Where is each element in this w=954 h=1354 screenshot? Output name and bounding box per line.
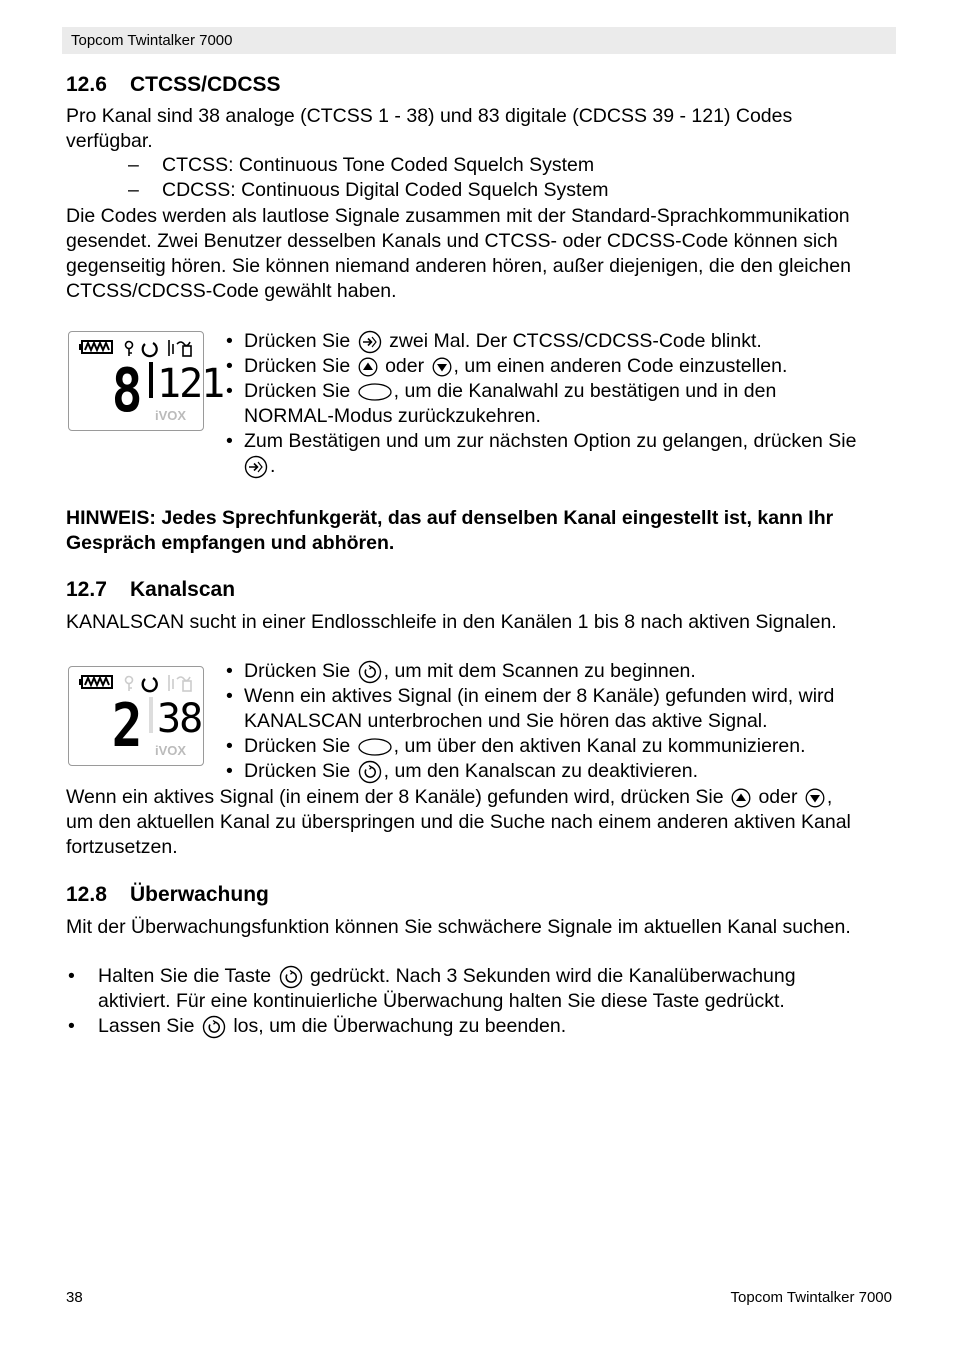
text: Drücken Sie	[244, 660, 351, 683]
section-number: 12.7	[66, 578, 107, 601]
section-heading-ueberwachung	[66, 883, 269, 907]
text: Drücken Sie	[244, 380, 351, 402]
bullet: •	[226, 685, 233, 707]
paragraph-line: gesendet. Zwei Benutzer desselben Kanals und CTCSS- oder CDCSS-Code können sich	[66, 230, 838, 252]
monitor-button-icon	[279, 965, 303, 989]
instruction-ptt-confirm	[244, 380, 776, 403]
bullet: •	[226, 380, 233, 402]
section-heading-ctcss	[66, 73, 281, 97]
text: zwei Mal. Der CTCSS/CDCSS-Code blinkt.	[389, 330, 762, 353]
text: Lassen Sie	[98, 1015, 195, 1038]
section-title: CTCSS/CDCSS	[130, 73, 281, 96]
paragraph-line: fortzusetzen.	[66, 836, 178, 858]
text: oder	[385, 355, 425, 377]
text: Wenn ein aktives Signal (in einem der 8 Kanäle) gefunden wird, drücken Sie	[66, 786, 724, 808]
text: Drücken Sie	[244, 760, 351, 783]
paragraph-line: Die Codes werden als lautlose Signale zusammen mit der Standard-Sprachkommunikation	[66, 205, 850, 227]
page-number: 38	[66, 1289, 83, 1306]
instruction-next-option: Zum Bestätigen und um zur nächsten Option zu gelangen, drücken Sie	[244, 430, 857, 452]
menu-button-icon	[358, 330, 382, 354]
instruction-up-down	[244, 355, 787, 378]
instruction-monitor-hold	[98, 965, 796, 989]
paragraph-line: verfügbar.	[66, 130, 153, 152]
bullet: •	[226, 660, 233, 682]
up-button-icon	[731, 788, 751, 808]
text: , um über den aktiven Kanal zu kommunizieren.	[393, 735, 806, 757]
section-title: Kanalscan	[130, 578, 236, 601]
scan-button-icon	[358, 660, 382, 684]
paragraph-line: Mit der Überwachungsfunktion können Sie schwächere Signale im aktuellen Kanal suchen.	[66, 916, 851, 938]
text: , um mit dem Scannen zu beginnen.	[383, 660, 696, 683]
bullet: •	[226, 430, 233, 452]
text: , um den Kanalscan zu deaktivieren.	[383, 760, 698, 783]
footer-product: Topcom Twintalker 7000	[730, 1289, 892, 1306]
monitor-button-icon	[202, 1015, 226, 1039]
bullet: •	[226, 760, 233, 782]
text: , um einen anderen Code einzustellen.	[453, 355, 788, 377]
up-button-icon	[358, 357, 378, 377]
lcd-channel-digit: 2	[111, 691, 143, 761]
lcd-display-ctcss	[68, 331, 224, 431]
text: oder	[758, 786, 798, 808]
paragraph-line	[66, 785, 832, 810]
text: gedrückt. Nach 3 Sekunden wird die Kanalüberwachung	[309, 965, 796, 988]
section-heading-kanalscan	[66, 578, 235, 602]
header-title: Topcom Twintalker 7000	[71, 32, 233, 49]
text: los, um die Überwachung zu beenden.	[233, 1015, 567, 1038]
ptt-button-icon	[358, 738, 392, 756]
lcd-vox-label: iVOX	[155, 408, 187, 423]
lcd-code-digits: 38	[157, 696, 202, 742]
text: .	[270, 455, 276, 478]
text: , um die Kanalwahl zu bestätigen und in den	[393, 380, 777, 402]
text: Halten Sie die Taste	[98, 965, 272, 988]
text: Drücken Sie	[244, 735, 351, 757]
dash-bullet: –	[128, 154, 139, 176]
dash-bullet: –	[128, 179, 139, 201]
bullet: •	[226, 355, 233, 377]
instruction-continuation: KANALSCAN unterbrochen und Sie hören das aktive Signal.	[244, 710, 768, 732]
lcd-divider	[149, 362, 153, 398]
instruction-menu-twice	[244, 330, 762, 354]
paragraph-line: gegenseitig hören. Sie können niemand anderen hören, außer diejenigen, die den gleichen	[66, 255, 851, 277]
bullet: •	[68, 1015, 75, 1037]
instruction-continuation: aktiviert. Für eine kontinuierliche Überwachung halten Sie diese Taste gedrückt.	[98, 990, 785, 1012]
text: Drücken Sie	[244, 355, 351, 377]
text: Drücken Sie	[244, 330, 351, 353]
ptt-button-icon	[358, 383, 392, 401]
instruction-signal-found: Wenn ein aktives Signal (in einem der 8 Kanäle) gefunden wird, wird	[244, 685, 835, 707]
paragraph-line: Pro Kanal sind 38 analoge (CTCSS 1 - 38) und 83 digitale (CDCSS 39 - 121) Codes	[66, 105, 793, 127]
instruction-monitor-release	[98, 1015, 566, 1039]
text: ,	[826, 786, 833, 808]
bullet: •	[226, 735, 233, 757]
paragraph-line: um den aktuellen Kanal zu überspringen und die Suche nach einem anderen aktiven Kanal	[66, 811, 851, 833]
section-number: 12.8	[66, 883, 107, 906]
lcd-code-digits: 121	[157, 361, 224, 407]
section-number: 12.6	[66, 73, 107, 96]
bullet: •	[68, 965, 75, 987]
instruction-continuation: NORMAL-Modus zurückzukehren.	[244, 405, 541, 427]
section-title: Überwachung	[130, 883, 269, 906]
menu-button-icon	[244, 455, 268, 479]
note-line: HINWEIS: Jedes Sprechfunkgerät, das auf denselben Kanal eingestellt ist, kann Ihr	[66, 507, 834, 529]
lcd-vox-label: iVOX	[155, 743, 187, 758]
bullet: •	[226, 330, 233, 352]
instruction-scan-stop	[244, 760, 698, 784]
header-bar	[62, 27, 896, 54]
paragraph-line: CTCSS/CDCSS-Code gewählt haben.	[66, 280, 397, 302]
instruction-ptt-talk	[244, 735, 806, 758]
lcd-display-scan	[68, 666, 204, 766]
dash-item-ctcss: CTCSS: Continuous Tone Coded Squelch System	[162, 154, 595, 176]
note-line: Gespräch empfangen und abhören.	[66, 532, 395, 554]
dash-item-cdcss: CDCSS: Continuous Digital Coded Squelch System	[162, 179, 609, 201]
instruction-next-option-icon	[244, 455, 275, 479]
instruction-scan-start	[244, 660, 696, 684]
down-button-icon	[432, 357, 452, 377]
lcd-divider	[149, 697, 153, 733]
paragraph-line: KANALSCAN sucht in einer Endlosschleife in den Kanälen 1 bis 8 nach aktiven Signalen.	[66, 611, 837, 633]
lcd-channel-digit: 8	[111, 356, 143, 426]
scan-button-icon	[358, 760, 382, 784]
down-button-icon	[805, 788, 825, 808]
